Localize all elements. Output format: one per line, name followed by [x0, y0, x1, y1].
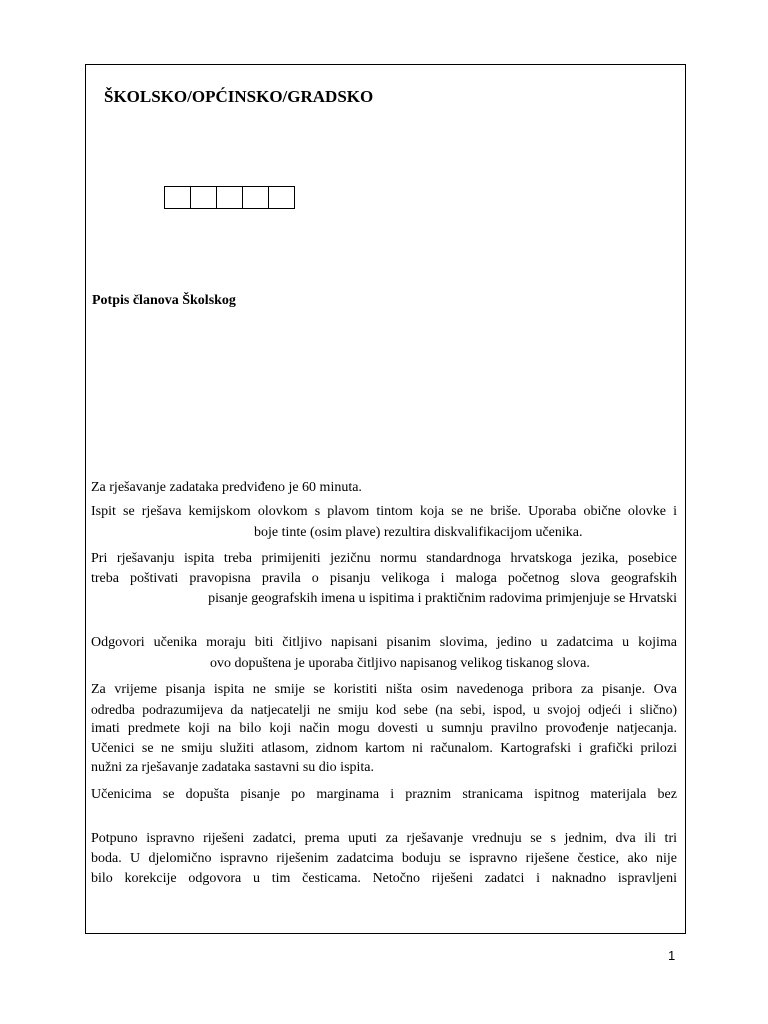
- paragraph-line: imati predmete koji na bilo koji način mogu dovesti u sumnju pravilno provođenje natjecanja.: [91, 721, 677, 736]
- paragraph-language-norm: [91, 549, 677, 609]
- code-box[interactable]: [242, 186, 269, 209]
- paragraph-time-limit: [91, 478, 677, 498]
- code-box[interactable]: [268, 186, 295, 209]
- paragraph-line: ovo dopuštena je uporaba čitljivo napisanog velikog tiskanog slova.: [210, 656, 590, 671]
- paragraph-line: boje tinte (osim plave) rezultira diskvalifikacijom učenika.: [254, 525, 583, 540]
- paragraph-allowed-tools: [91, 680, 677, 778]
- paragraph-margins: [91, 785, 677, 805]
- signature-label: Potpis članova Školskog: [92, 293, 236, 308]
- page-title: ŠKOLSKO/OPĆINSKO/GRADSKO: [104, 87, 374, 106]
- paragraph-scoring: [91, 829, 677, 889]
- paragraph-line: Potpuno ispravno riješeni zadatci, prema uputi za rješavanje vrednuju se s jednim, dva ili tri: [91, 831, 677, 846]
- paragraph-line: Za vrijeme pisanja ispita ne smije se koristiti ništa osim navedenoga pribora za pisanje. Ova: [91, 682, 677, 697]
- paragraph-line: odredba podrazumijeva da natjecatelji ne smiju kod sebe (na sebi, ispod, u svojoj odjeći i slično): [91, 701, 677, 717]
- code-box[interactable]: [164, 186, 191, 209]
- paragraph-line: pisanje geografskih imena u ispitima i praktičnim radovima primjenjuje se Hrvatski: [208, 591, 677, 606]
- paragraph-line: Učenici se ne smiju služiti atlasom, zidnom kartom ni računalom. Kartografski i grafički prilozi: [91, 740, 677, 756]
- paragraph-line: treba poštivati pravopisna pravila o pisanju velikoga i maloga početnog slova geografskih: [91, 571, 677, 586]
- paragraph-pen-rules: [91, 502, 677, 544]
- paragraph-line: nužni za rješavanje zadataka sastavni su dio ispita.: [91, 760, 375, 775]
- paragraph-line: boda. U djelomično ispravno riješenim zadatcima boduju se ispravno riješene čestice, ako nije: [91, 851, 677, 866]
- paragraph-line: bilo korekcije odgovora u tim česticama. Netočno riješeni zadatci i naknadno ispravljeni: [91, 871, 677, 886]
- paragraph-line: Odgovori učenika moraju biti čitljivo napisani pisanim slovima, jedino u zadatcima u kojima: [91, 635, 677, 650]
- code-box[interactable]: [216, 186, 243, 209]
- paragraph-line: Pri rješavanju ispita treba primijeniti jezičnu normu standardnoga hrvatskoga jezika, posebice: [91, 551, 677, 566]
- page-number: 1: [668, 948, 676, 963]
- code-box[interactable]: [190, 186, 217, 209]
- paragraph-line: Za rješavanje zadataka predviđeno je 60 minuta.: [91, 480, 362, 495]
- paragraph-handwriting: [91, 633, 677, 675]
- code-boxes: [164, 186, 295, 209]
- paragraph-line: Ispit se rješava kemijskom olovkom s plavom tintom koja se ne briše. Uporaba obične olovke i: [91, 504, 677, 519]
- paragraph-line: Učenicima se dopušta pisanje po marginama i praznim stranicama ispitnog materijala bez: [91, 787, 677, 802]
